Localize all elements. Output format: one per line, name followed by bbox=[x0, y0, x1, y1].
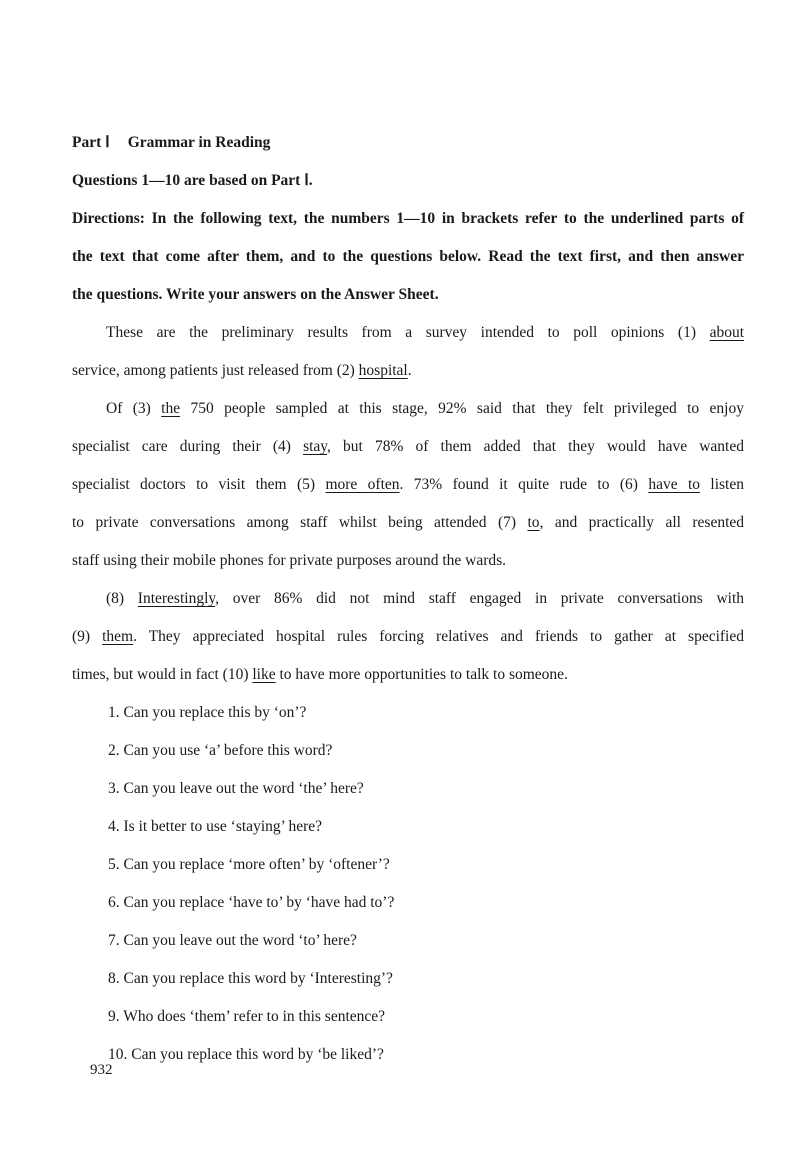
question-item: 5. Can you replace ‘more often’ by ‘oftener’? bbox=[108, 856, 390, 873]
question-item: 1. Can you replace this by ‘on’? bbox=[108, 704, 307, 721]
question-item: 7. Can you leave out the word ‘to’ here? bbox=[108, 932, 357, 949]
question-item: 9. Who does ‘them’ refer to in this sentence? bbox=[108, 1008, 386, 1025]
underlined-like: like bbox=[252, 666, 276, 683]
underlined-hospital: hospital bbox=[358, 362, 408, 379]
passage-line-7: staff using their mobile phones for private purposes around the wards. bbox=[72, 552, 507, 569]
underlined-about: about bbox=[709, 324, 744, 341]
passage-line-8: (8) Interestingly, over 86% did not mind staff engaged in private conversations with bbox=[106, 590, 745, 607]
directions-line-2: the text that come after them, and to the questions below. Read the text first, and then answer bbox=[72, 248, 744, 265]
question-item: 3. Can you leave out the word ‘the’ here? bbox=[108, 780, 364, 797]
document-page bbox=[72, 124, 744, 1074]
underlined-to: to bbox=[527, 514, 540, 531]
question-item: 2. Can you use ‘a’ before this word? bbox=[108, 742, 333, 759]
question-item: 10. Can you replace this word by ‘be liked’? bbox=[108, 1046, 384, 1063]
part-label: Part Ⅰ bbox=[72, 134, 110, 151]
questions-header: Questions 1—10 are based on Part Ⅰ. bbox=[72, 172, 313, 189]
underlined-the: the bbox=[161, 400, 181, 417]
underlined-them: them bbox=[102, 628, 134, 645]
passage-line-10: times, but would in fact (10) like to have more opportunities to talk to someone. bbox=[72, 666, 568, 683]
passage-line-6: to private conversations among staff whilst being attended (7) to, and practically all resented bbox=[72, 514, 745, 531]
directions-line-3: the questions. Write your answers on the Answer Sheet. bbox=[72, 286, 439, 303]
underlined-interestingly: Interestingly bbox=[137, 590, 216, 607]
page-number: 932 bbox=[90, 1062, 113, 1078]
underlined-have-to: have to bbox=[648, 476, 701, 493]
passage-line-5: specialist doctors to visit them (5) more often. 73% found it quite rude to (6) have to listen bbox=[72, 476, 744, 493]
underlined-more-often: more often bbox=[325, 476, 400, 493]
part-heading bbox=[72, 124, 744, 162]
passage-line-2: service, among patients just released from (2) hospital. bbox=[72, 362, 412, 379]
question-item: 4. Is it better to use ‘staying’ here? bbox=[108, 818, 323, 835]
passage-line-9: (9) them. They appreciated hospital rules forcing relatives and friends to gather at specified bbox=[72, 628, 744, 645]
question-item: 8. Can you replace this word by ‘Interesting’? bbox=[108, 970, 393, 987]
question-item: 6. Can you replace ‘have to’ by ‘have had to’? bbox=[108, 894, 395, 911]
passage-line-3: Of (3) the 750 people sampled at this stage, 92% said that they felt privileged to enjoy bbox=[106, 400, 744, 417]
passage-line-1: These are the preliminary results from a survey intended to poll opinions (1) about bbox=[106, 324, 744, 341]
passage-line-4: specialist care during their (4) stay, but 78% of them added that they would have wanted bbox=[72, 438, 744, 455]
directions-line-1: Directions: In the following text, the numbers 1—10 in brackets refer to the underlined parts of bbox=[72, 210, 744, 227]
underlined-stay: stay bbox=[303, 438, 328, 455]
part-title: Grammar in Reading bbox=[127, 134, 271, 151]
